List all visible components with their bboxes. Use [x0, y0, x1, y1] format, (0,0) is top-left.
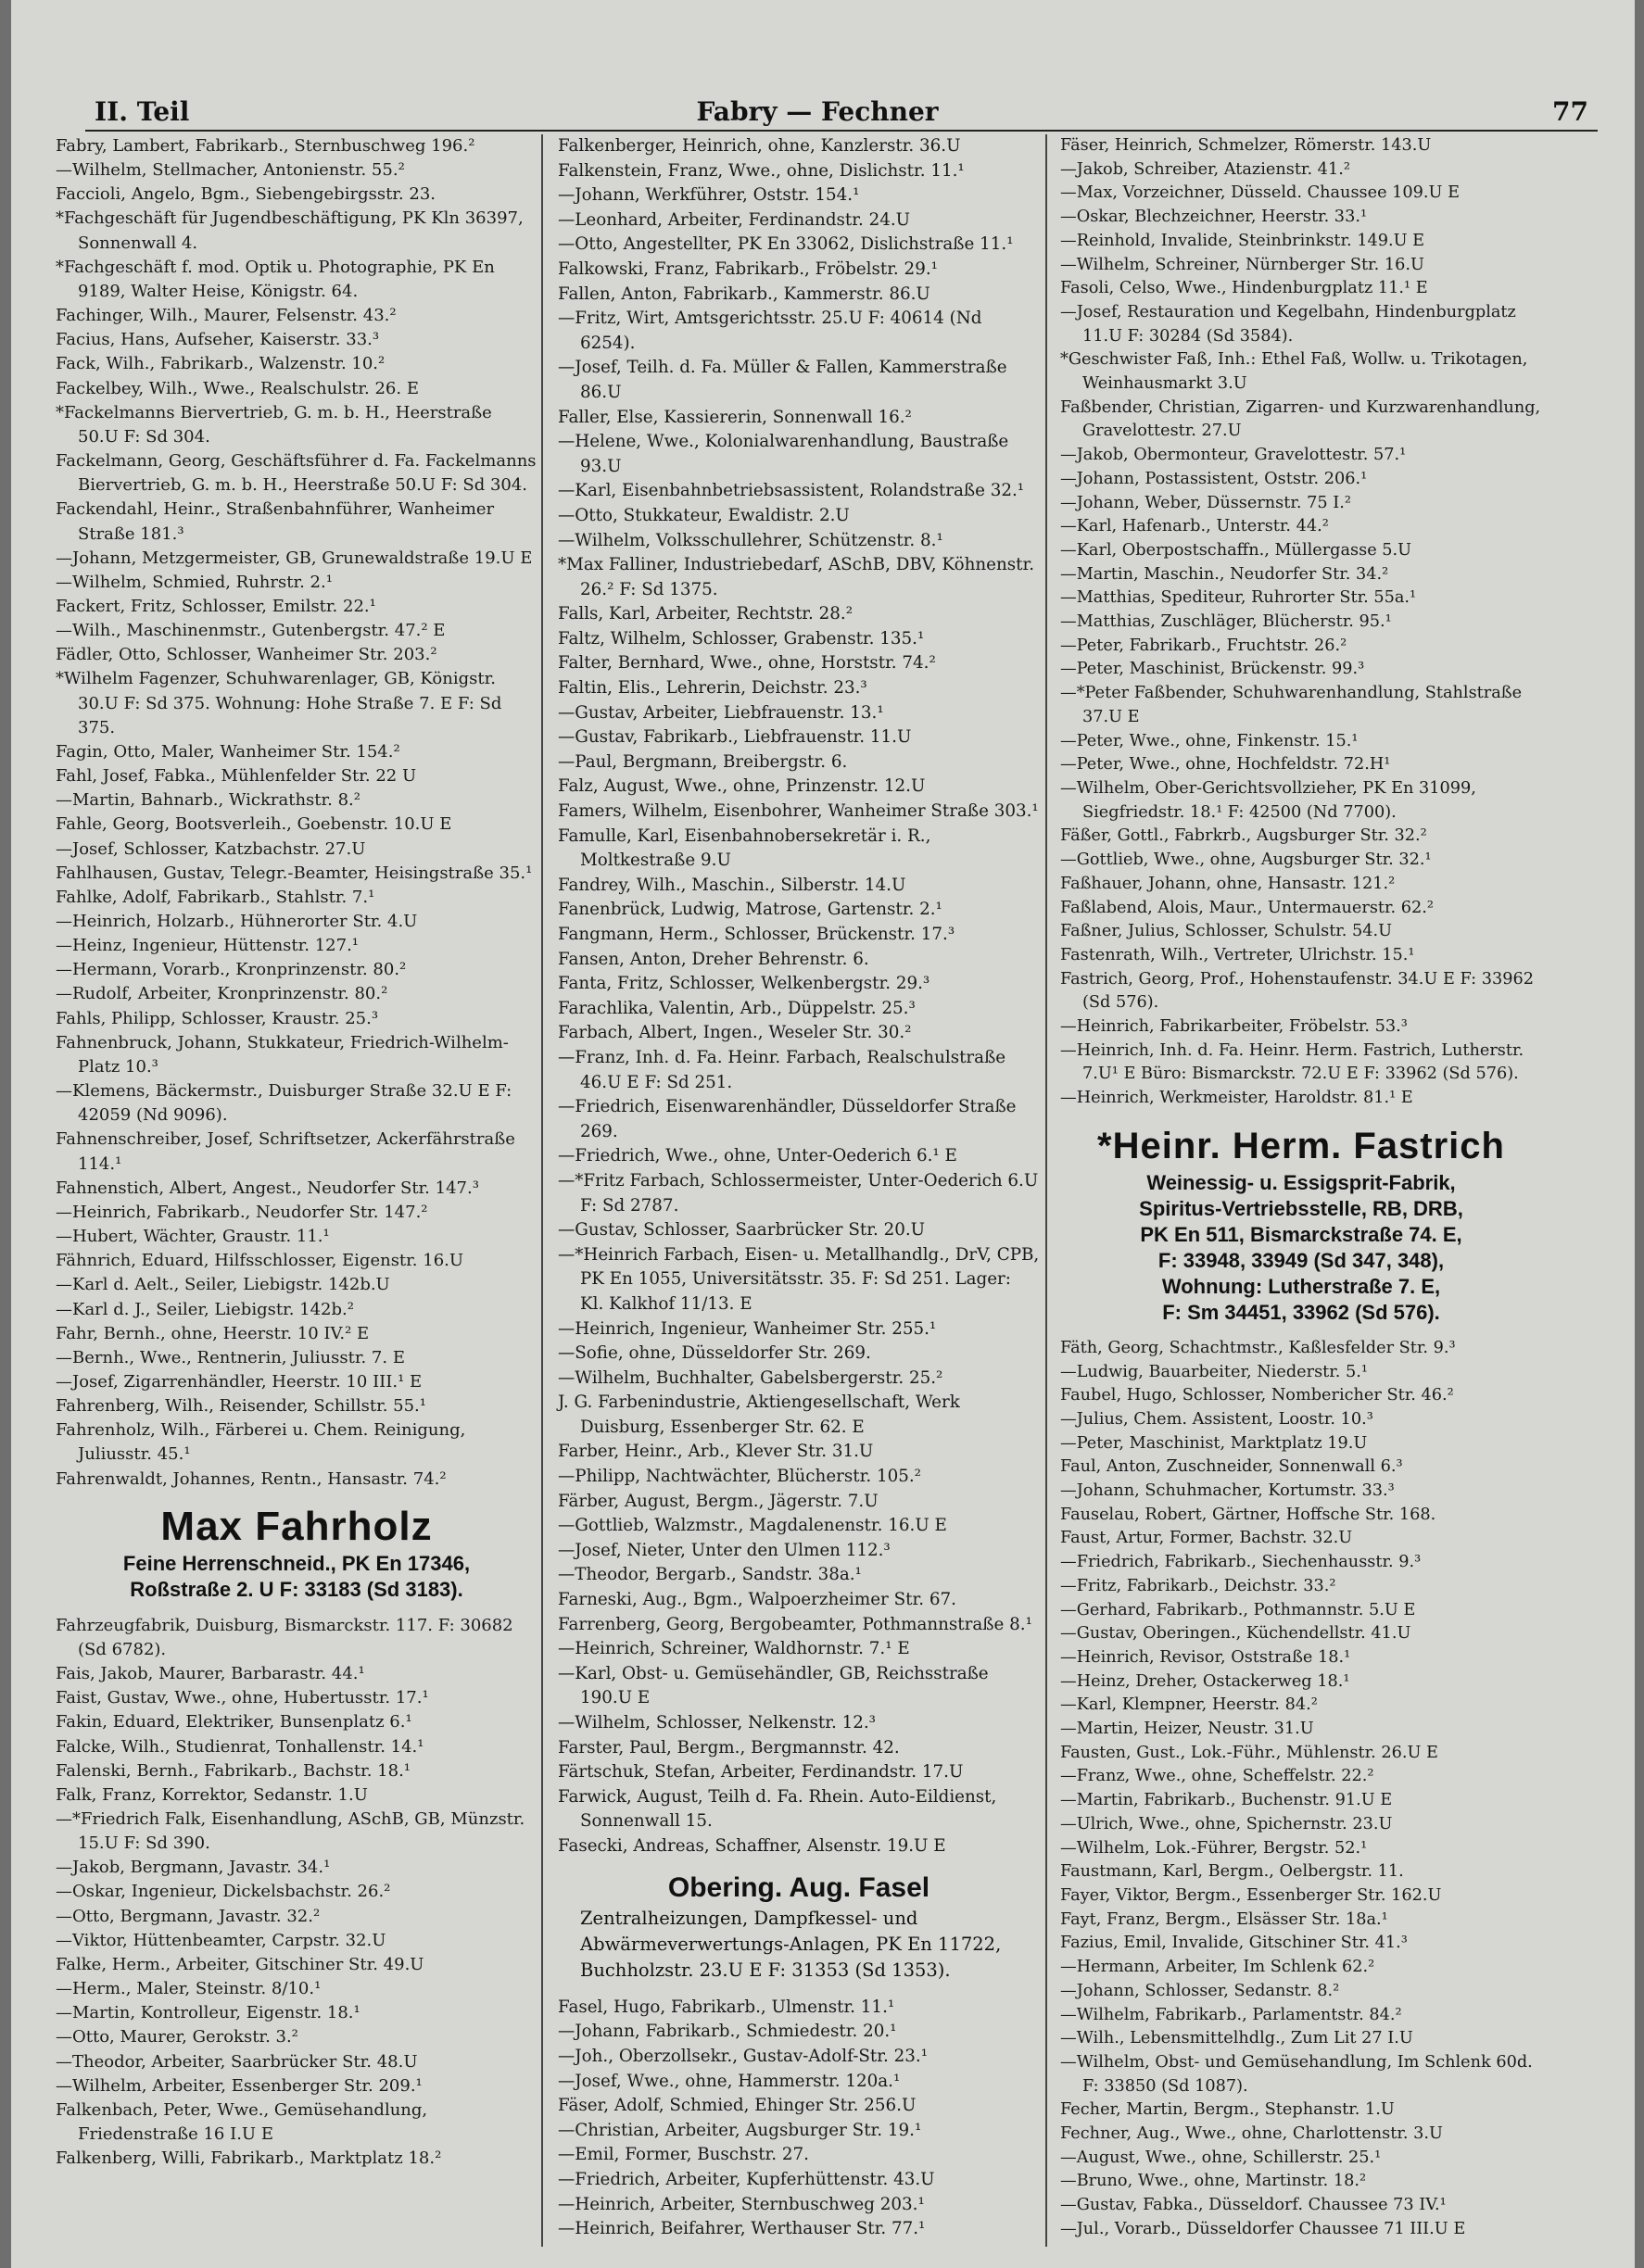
directory-entry: Farber, Heinr., Arb., Klever Str. 31.U	[558, 1442, 874, 1462]
directory-entry: —Gottlieb, Walzmstr., Magdalenenstr. 16.U E	[558, 1516, 947, 1536]
directory-entry: Fäßer, Gottl., Fabrkrb., Augsburger Str. 32.²	[1060, 826, 1427, 846]
directory-entry: —Oskar, Ingenieur, Dickelsbachstr. 26.²	[56, 1882, 391, 1902]
directory-entry: —Josef, Nieter, Unter den Ulmen 112.³	[558, 1540, 891, 1560]
directory-entry: Fecher, Martin, Bergm., Stephanstr. 1.U	[1060, 2100, 1395, 2120]
directory-entry: —Martin, Heizer, Neustr. 31.U	[1060, 1720, 1314, 1739]
directory-entry: Farachlika, Valentin, Arb., Düppelstr. 25.³	[558, 998, 916, 1018]
directory-entry: Fayt, Franz, Bergm., Elsässer Str. 18a.¹	[1060, 1909, 1388, 1929]
directory-entry: —Bruno, Wwe., ohne, Martinstr. 18.²	[1060, 2172, 1367, 2191]
directory-entry: Fanta, Fritz, Schlosser, Welkenbergstr. 29.³	[558, 974, 930, 994]
directory-entry: —Philipp, Nachtwächter, Blücherstr. 105.²	[558, 1467, 921, 1487]
directory-entry: —Heinz, Dreher, Ostackerweg 18.¹	[1060, 1671, 1350, 1691]
directory-entry: Fandrey, Wilh., Maschin., Silberstr. 14.U	[558, 875, 906, 895]
directory-entry: —Jul., Vorarb., Düsseldorfer Chaussee 71 III.U E	[1060, 2219, 1466, 2238]
directory-entry: Faltz, Wilhelm, Schlosser, Grabenstr. 135.¹	[558, 628, 925, 649]
directory-entry: Farster, Paul, Bergm., Bergmannstr. 42.	[558, 1737, 900, 1758]
directory-entry: —Karl d. J., Seiler, Liebigstr. 142b.²	[56, 1299, 354, 1319]
directory-entry: Farneski, Aug., Bgm., Walpoerzheimer Str. 67.	[558, 1590, 956, 1610]
directory-entry: —Wilhelm, Volksschullehrer, Schützenstr. 8.¹	[558, 530, 943, 550]
directory-entry: Falz, August, Wwe., ohne, Prinzenstr. 12.U	[558, 776, 926, 797]
directory-entry: —Otto, Bergmann, Javastr. 32.²	[56, 1906, 321, 1926]
directory-entry: Famers, Wilhelm, Eisenbohrer, Wanheimer Straße 303.¹	[558, 801, 1039, 822]
directory-entry: —Gottlieb, Wwe., ohne, Augsburger Str. 32.¹	[1060, 850, 1432, 870]
directory-entry: *Wilhelm Fagenzer, Schuhwarenlager, GB, Königstr. 30.U F: Sd 375. Wohnung: Hohe Straße 7. E F: Sd 375.	[56, 669, 508, 737]
directory-entry: —Johann, Werkführer, Oststr. 154.¹	[558, 185, 860, 206]
directory-entry: —Oskar, Blechzeichner, Heerstr. 33.¹	[1060, 208, 1368, 227]
directory-entry: —Jakob, Bergmann, Javastr. 34.¹	[56, 1858, 331, 1878]
directory-entry: Fagin, Otto, Maler, Wanheimer Str. 154.²	[56, 741, 400, 762]
directory-entry: —Reinhold, Invalide, Steinbrinkstr. 149.U E	[1060, 231, 1425, 250]
directory-entry: Fasoli, Celso, Wwe., Hindenburgplatz 11.¹ E	[1060, 279, 1428, 298]
directory-entry: Famulle, Karl, Eisenbahnobersekretär i. R., Moltkestraße 9.U	[558, 825, 937, 871]
column-1	[56, 134, 542, 2171]
directory-entry: —Johann, Postassistent, Oststr. 206.¹	[1060, 469, 1368, 488]
ad-max-fahrholz	[56, 1503, 537, 1603]
directory-entry: —*Heinrich Farbach, Eisen- u. Metallhandlg., DrV, CPB, PK En 1055, Universitätsstr. 35. F: Sd 251. Lager: Kl. Kalkhof 11/13. E	[558, 1244, 1045, 1314]
directory-entry: —Bernh., Wwe., Rentnerin, Juliusstr. 7. E	[56, 1347, 405, 1367]
part-label: II. Teil	[95, 96, 190, 127]
directory-entry: —Heinrich, Inh. d. Fa. Heinr. Herm. Fastrich, Lutherstr. 7.U¹ E Büro: Bismarckstr. 72.U E F: 33962 (Sd 576).	[1060, 1040, 1529, 1084]
directory-entry: Falke, Herm., Arbeiter, Gitschiner Str. 49.U	[56, 1954, 424, 1974]
directory-entry: —Heinrich, Arbeiter, Sternbuschweg 203.¹	[558, 2194, 925, 2214]
directory-entry: —Johann, Schuhmacher, Kortumstr. 33.³	[1060, 1481, 1395, 1501]
directory-entry: Falkenberg, Willi, Fabrikarb., Marktplatz 18.²	[56, 2148, 442, 2169]
directory-entry: Faßner, Julius, Schlosser, Schulstr. 54.U	[1060, 922, 1393, 941]
directory-entry: —Heinrich, Fabrikarbeiter, Fröbelstr. 53.³	[1060, 1017, 1408, 1037]
directory-entry: —Peter, Wwe., ohne, Finkenstr. 15.¹	[1060, 731, 1359, 750]
directory-entry: Färtschuk, Stefan, Arbeiter, Ferdinandstr. 17.U	[558, 1762, 964, 1783]
directory-entry: —Gustav, Fabrikarb., Liebfrauenstr. 11.U	[558, 727, 912, 748]
ad-title: *Heinr. Herm. Fastrich	[1097, 1125, 1505, 1166]
directory-entry: —Karl, Obst- u. Gemüsehändler, GB, Reichsstraße 190.U E	[558, 1663, 994, 1708]
directory-entry: Faust, Artur, Former, Bachstr. 32.U	[1060, 1529, 1353, 1548]
directory-entry: —Ulrich, Wwe., ohne, Spichernstr. 23.U	[1060, 1814, 1393, 1833]
directory-entry: —Gerhard, Fabrikarb., Pothmannstr. 5.U E	[1060, 1600, 1416, 1619]
directory-entry: —Peter, Wwe., ohne, Hochfeldstr. 72.H¹	[1060, 755, 1391, 775]
directory-entry: —Helene, Wwe., Kolonialwarenhandlung, Baustraße 93.U	[558, 432, 1015, 476]
directory-entry: —Heinrich, Ingenieur, Wanheimer Str. 255.¹	[558, 1318, 937, 1339]
directory-entry: —Franz, Wwe., ohne, Scheffelstr. 22.²	[1060, 1767, 1374, 1786]
directory-entry: Fechner, Aug., Wwe., ohne, Charlottenstr. 3.U	[1060, 2124, 1443, 2144]
directory-entry: J. G. Farbenindustrie, Aktiengesellschaft, Werk Duisburg, Essenberger Str. 62. E	[558, 1392, 966, 1437]
directory-entry: —Josef, Teilh. d. Fa. Müller & Fallen, Kammerstraße 86.U	[558, 358, 1013, 402]
directory-entry: —Wilhelm, Obst- und Gemüsehandlung, Im Schlenk 60d. F: 33850 (Sd 1087).	[1060, 2052, 1538, 2096]
directory-entry: Fauselau, Robert, Gärtner, Hoffsche Str. 168.	[1060, 1505, 1436, 1524]
column-divider	[1045, 134, 1047, 2247]
directory-entry: —Matthias, Zuschläger, Blücherstr. 95.¹	[1060, 612, 1392, 632]
directory-entry: —Martin, Fabrikarb., Buchenstr. 91.U E	[1060, 1791, 1393, 1810]
directory-entry: —Johann, Metzgermeister, GB, Grunewaldstraße 19.U E	[56, 548, 533, 568]
directory-entry: —Karl, Eisenbahnbetriebsassistent, Rolandstraße 32.¹	[558, 481, 1025, 501]
directory-entry: —Josef, Restauration und Kegelbahn, Hindenburgplatz 11.U F: 30284 (Sd 3584).	[1060, 302, 1522, 346]
directory-entry: Fackelbey, Wilh., Wwe., Realschulstr. 26. E	[56, 378, 419, 398]
directory-entry: —Klemens, Bäckermstr., Duisburger Straße 32.U E F: 42059 (Nd 9096).	[56, 1081, 517, 1126]
directory-entry: —Rudolf, Arbeiter, Kronprinzenstr. 80.²	[56, 984, 388, 1004]
directory-entry: —Martin, Kontrolleur, Eigenstr. 18.¹	[56, 2003, 360, 2023]
directory-entry: —Theodor, Bergarb., Sandstr. 38a.¹	[558, 1565, 862, 1585]
directory-entry: *Fackelmanns Biervertrieb, G. m. b. H., Heerstraße 50.U F: Sd 304.	[56, 402, 498, 447]
directory-entry: —Jakob, Schreiber, Atazienstr. 41.²	[1060, 159, 1350, 179]
directory-entry: —Matthias, Spediteur, Ruhrorter Str. 55a.¹	[1060, 588, 1417, 608]
directory-entry: Fahrenholz, Wilh., Färberei u. Chem. Reinigung, Juliusstr. 45.¹	[56, 1420, 472, 1465]
directory-entry: —Fritz, Wirt, Amtsgerichtsstr. 25.U F: 40614 (Nd 6254).	[558, 309, 988, 353]
directory-entry: Fasecki, Andreas, Schaffner, Alsenstr. 19.U E	[558, 1835, 946, 1856]
ad-title: Obering. Aug. Fasel	[667, 1871, 930, 1903]
directory-entry: —*Fritz Farbach, Schlossermeister, Unter-Oederich 6.U F: Sd 2787.	[558, 1170, 1044, 1216]
directory-entry: —Sofie, ohne, Düsseldorfer Str. 269.	[558, 1343, 871, 1364]
directory-entry: Fädler, Otto, Schlosser, Wanheimer Str. 203.²	[56, 645, 437, 665]
directory-entry: —Gustav, Arbeiter, Liebfrauenstr. 13.¹	[558, 702, 884, 723]
directory-entry: Fäth, Georg, Schachtmstr., Kaßlesfelder Str. 9.³	[1060, 1338, 1456, 1357]
directory-entry: —Gustav, Schlosser, Saarbrücker Str. 20.U	[558, 1220, 926, 1241]
directory-entry: —Heinz, Ingenieur, Hüttenstr. 127.¹	[56, 936, 360, 956]
directory-entry: Fabry, Lambert, Fabrikarb., Sternbuschweg 196.²	[56, 136, 475, 156]
directory-entry: —Josef, Zigarrenhändler, Heerstr. 10 III.¹ E	[56, 1371, 423, 1392]
directory-entry: —Leonhard, Arbeiter, Ferdinandstr. 24.U	[558, 209, 911, 230]
directory-entry: Falenski, Bernh., Fabrikarb., Bachstr. 18.¹	[56, 1760, 411, 1781]
directory-entry: —Johann, Fabrikarb., Schmiedestr. 20.¹	[558, 2022, 897, 2042]
directory-entry: Falk, Franz, Korrektor, Sedanstr. 1.U	[56, 1784, 368, 1805]
directory-entry: —Heinrich, Holzarb., Hühnerorter Str. 4.U	[56, 912, 418, 931]
directory-entry: Fahlke, Adolf, Fabrikarb., Stahlstr. 7.¹	[56, 887, 375, 907]
directory-entry: —Johann, Weber, Düssernstr. 75 I.²	[1060, 493, 1351, 512]
directory-entry: Faubel, Hugo, Schlosser, Nombericher Str. 46.²	[1060, 1386, 1454, 1405]
page-header	[85, 93, 1598, 132]
directory-entry: Fayer, Viktor, Bergm., Essenberger Str. 162.U	[1060, 1886, 1442, 1905]
column-3	[1060, 134, 1546, 2242]
directory-entry: Fackert, Fritz, Schlosser, Emilstr. 22.¹	[56, 596, 376, 616]
directory-entry: —Wilhelm, Buchhalter, Gabelsbergerstr. 25.²	[558, 1367, 943, 1388]
directory-entry: —Wilhelm, Schmied, Ruhrstr. 2.¹	[56, 572, 333, 592]
directory-entry: —*Peter Faßbender, Schuhwarenhandlung, Stahlstraße 37.U E	[1060, 684, 1527, 726]
directory-entry: Faßbender, Christian, Zigarren- und Kurzwarenhandlung, Gravelottestr. 27.U	[1060, 397, 1546, 441]
directory-entry: —Otto, Angestellter, PK En 33062, Dislichstraße 11.¹	[558, 234, 1014, 255]
directory-entry: Fahle, Georg, Bootsverleih., Goebenstr. 10.U E	[56, 814, 452, 835]
directory-entry: Fansen, Anton, Dreher Behrenstr. 6.	[558, 949, 869, 969]
directory-entry: —Peter, Maschinist, Brückenstr. 99.³	[1060, 660, 1365, 679]
directory-entry: —Hermann, Arbeiter, Im Schlenk 62.²	[1060, 1958, 1375, 1977]
directory-entry: Falkenberger, Heinrich, ohne, Kanzlerstr. 36.U	[558, 136, 961, 156]
directory-entry: —Wilh., Lebensmittelhdlg., Zum Lit 27 I.U	[1060, 2029, 1413, 2048]
directory-entry: —Wilh., Maschinenmstr., Gutenbergstr. 47.² E	[56, 621, 446, 641]
directory-entry: Faßhauer, Johann, ohne, Hansastr. 121.²	[1060, 874, 1396, 893]
directory-entry: —Karl, Hafenarb., Unterstr. 44.²	[1060, 517, 1329, 536]
directory-entry: —Heinrich, Werkmeister, Haroldstr. 81.¹ E	[1060, 1089, 1413, 1108]
directory-entry: Fackendahl, Heinr., Straßenbahnführer, Wanheimer Straße 181.³	[56, 499, 500, 544]
directory-entry: Farbach, Albert, Ingen., Weseler Str. 30.²	[558, 1023, 912, 1043]
directory-entry: —Karl, Klempner, Heerstr. 84.²	[1060, 1695, 1318, 1715]
directory-entry: —Johann, Schlosser, Sedanstr. 8.²	[1060, 1981, 1340, 2000]
directory-entry: —Heinrich, Revisor, Oststraße 18.¹	[1060, 1647, 1351, 1667]
directory-entry: Fahl, Josef, Fabka., Mühlenfelder Str. 22 U	[56, 766, 417, 787]
directory-entry: —Peter, Maschinist, Marktplatz 19.U	[1060, 1433, 1368, 1453]
directory-entry: Fahlhausen, Gustav, Telegr.-Beamter, Heisingstraße 35.¹	[56, 863, 533, 883]
directory-entry: Fahnenbruck, Johann, Stukkateur, Friedrich-Wilhelm-Platz 10.³	[56, 1032, 509, 1077]
directory-entry: —Heinrich, Beifahrer, Werthauser Str. 77.¹	[558, 2219, 926, 2239]
directory-entry: Fäser, Adolf, Schmied, Ehinger Str. 256.U	[558, 2096, 917, 2116]
directory-entry: —Hubert, Wächter, Graustr. 11.¹	[56, 1227, 330, 1247]
directory-entry: Faul, Anton, Zuschneider, Sonnenwall 6.³	[1060, 1457, 1403, 1477]
directory-entry: —Friedrich, Fabrikarb., Siechenhausstr. 9.³	[1060, 1553, 1422, 1572]
directory-page	[11, 0, 1635, 2268]
directory-entry: —Martin, Maschin., Neudorfer Str. 34.²	[1060, 564, 1389, 584]
directory-entry: —Ludwig, Bauarbeiter, Niederstr. 5.¹	[1060, 1362, 1368, 1381]
directory-entry: —Wilhelm, Fabrikarb., Parlamentstr. 84.²	[1060, 2005, 1402, 2024]
directory-entry: —Fritz, Fabrikarb., Deichstr. 33.²	[1060, 1576, 1336, 1595]
directory-entry: Fangmann, Herm., Schlosser, Brückenstr. 17.³	[558, 925, 955, 944]
ad-text: Zentralheizungen, Dampfkessel- und Abwärmeverwertungs-Anlagen, PK En 11722, Buchholzstr. 23.U E F: 31353 (Sd 1353).	[580, 1907, 1002, 1982]
ad-line: Feine Herrenschneid., PK En 17346,	[122, 1551, 471, 1575]
directory-entry: Fackelmann, Georg, Geschäftsführer d. Fa. Fackelmanns Biervertrieb, G. m. b. H., Heerstraße 50.U F: Sd 304.	[56, 451, 542, 496]
directory-entry: Fahrzeugfabrik, Duisburg, Bismarckstr. 117. F: 30682 (Sd 6782).	[56, 1615, 519, 1659]
directory-entry: —Julius, Chem. Assistent, Loostr. 10.³	[1060, 1409, 1373, 1429]
column-2	[558, 134, 1045, 2242]
directory-entry: —Josef, Wwe., ohne, Hammerstr. 120a.¹	[558, 2071, 901, 2091]
directory-entry: Falcke, Wilh., Studienrat, Tonhallenstr. 14.¹	[56, 1736, 424, 1757]
directory-entry: —Viktor, Hüttenbeamter, Carpstr. 32.U	[56, 1930, 386, 1950]
directory-entry: Fahrenberg, Wilh., Reisender, Schillstr. 55.¹	[56, 1396, 426, 1417]
ad-line: Roßstraße 2. U F: 33183 (Sd 3183).	[130, 1577, 463, 1601]
directory-entry: —Wilhelm, Schlosser, Nelkenstr. 12.³	[558, 1713, 876, 1732]
directory-entry: —Paul, Bergmann, Breibergstr. 6.	[558, 751, 848, 772]
directory-entry: Fähnrich, Eduard, Hilfsschlosser, Eigenstr. 16.U	[56, 1251, 464, 1271]
page-number: 77	[1552, 96, 1588, 127]
directory-entry: Fais, Jakob, Maurer, Barbarastr. 44.¹	[56, 1664, 365, 1684]
directory-entry: *Max Falliner, Industriebedarf, ASchB, DBV, Köhnenstr. 26.² F: Sd 1375.	[558, 555, 1040, 599]
name-range: Fabry — Fechner	[696, 96, 939, 127]
directory-entry: —Emil, Former, Buschstr. 27.	[558, 2145, 809, 2165]
directory-entry: —Martin, Bahnarb., Wickrathstr. 8.²	[56, 790, 360, 811]
directory-entry: *Fachgeschäft für Jugendbeschäftigung, PK Kln 36397, Sonnenwall 4.	[56, 208, 529, 253]
ad-text: Weinessig- u. Essigsprit-Fabrik, Spiritus-Vertriebsstelle, RB, DRB, PK En 511, Bismarckstraße 74. E, F: 33948, 33949 (Sd 347, 348), Wohnung: Lutherstraße 7. E, F: Sm 34451, 33962 (Sd 576).	[1139, 1170, 1463, 1324]
directory-entry: —Josef, Schlosser, Katzbachstr. 27.U	[56, 838, 366, 859]
directory-entry: —Max, Vorzeichner, Düsseld. Chaussee 109.U E	[1060, 183, 1460, 203]
directory-entry: Fäser, Heinrich, Schmelzer, Römerstr. 143.U	[1060, 136, 1432, 155]
directory-entry: Faist, Gustav, Wwe., ohne, Hubertusstr. 17.¹	[56, 1688, 429, 1708]
directory-entry: Färber, August, Bergm., Jägerstr. 7.U	[558, 1491, 879, 1511]
directory-entry: Faßlabend, Alois, Maur., Untermauerstr. 62.²	[1060, 898, 1434, 917]
directory-entry: *Fachgeschäft f. mod. Optik u. Photographie, PK En 9189, Walter Heise, Königstr. 64.	[56, 257, 500, 301]
directory-entry: Falkowski, Franz, Fabrikarb., Fröbelstr. 29.¹	[558, 258, 938, 279]
directory-entry: Fazius, Emil, Invalide, Gitschiner Str. 41.³	[1060, 1934, 1408, 1953]
directory-entry: —Friedrich, Arbeiter, Kupferhüttenstr. 43.U	[558, 2169, 935, 2189]
directory-entry: —Friedrich, Wwe., ohne, Unter-Oederich 6.¹ E	[558, 1146, 957, 1166]
directory-entry: Farwick, August, Teilh d. Fa. Rhein. Auto-Eildienst, Sonnenwall 15.	[558, 1786, 1003, 1832]
directory-entry: —Wilhelm, Schreiner, Nürnberger Str. 16.U	[1060, 255, 1424, 274]
directory-entry: —Christian, Arbeiter, Augsburger Str. 19.¹	[558, 2120, 922, 2140]
directory-entry: Faller, Else, Kassiererin, Sonnenwall 16.²	[558, 407, 912, 427]
directory-entry: —Otto, Maurer, Gerokstr. 3.²	[56, 2027, 298, 2048]
directory-entry: —Theodor, Arbeiter, Saarbrücker Str. 48.U	[56, 2051, 418, 2072]
directory-entry: Falls, Karl, Arbeiter, Rechtstr. 28.²	[558, 604, 854, 624]
directory-entry: Fack, Wilh., Fabrikarb., Walzenstr. 10.²	[56, 354, 386, 374]
directory-entry: —Herm., Maler, Steinstr. 8/10.¹	[56, 1979, 322, 1999]
directory-entry: —Gustav, Fabka., Düsseldorf. Chaussee 73 IV.¹	[1060, 2196, 1447, 2215]
directory-entry: Fallen, Anton, Fabrikarb., Kammerstr. 86.U	[558, 284, 930, 304]
ad-title: Max Fahrholz	[160, 1503, 433, 1549]
directory-entry: —Jakob, Obermonteur, Gravelottestr. 57.¹	[1060, 446, 1407, 465]
directory-entry: Falter, Bernhard, Wwe., ohne, Horststr. 74.²	[558, 653, 936, 674]
directory-entry: —Heinrich, Schreiner, Waldhornstr. 7.¹ E	[558, 1639, 910, 1659]
directory-entry: —Wilhelm, Ober-Gerichtsvollzieher, PK En 31099, Siegfriedstr. 18.¹ F: 42500 (Nd 7700).	[1060, 778, 1482, 822]
directory-entry: Fahr, Bernh., ohne, Heerstr. 10 IV.² E	[56, 1323, 370, 1343]
directory-entry: Falkenbach, Peter, Wwe., Gemüsehandlung, Friedenstraße 16 I.U E	[56, 2099, 433, 2145]
directory-entry: —Wilhelm, Arbeiter, Essenberger Str. 209.¹	[56, 2075, 423, 2096]
directory-entry: —Gustav, Oberingen., Küchendellstr. 41.U	[1060, 1624, 1411, 1644]
directory-entry: —Joh., Oberzollsekr., Gustav-Adolf-Str. 23.¹	[558, 2046, 929, 2066]
directory-entry: Faccioli, Angelo, Bgm., Siebengebirgsstr. 23.	[56, 184, 436, 205]
directory-entry: Fachinger, Wilh., Maurer, Felsenstr. 43.²	[56, 306, 397, 326]
ad-aug-fasel	[558, 1871, 1040, 1984]
directory-entry: —*Friedrich Falk, Eisenhandlung, ASchB, GB, Münzstr. 15.U F: Sd 390.	[56, 1809, 530, 1854]
directory-entry: Faustmann, Karl, Bergm., Oelbergstr. 11.	[1060, 1862, 1404, 1882]
ad-fastrich	[1060, 1122, 1542, 1326]
directory-entry: Fahnenstich, Albert, Angest., Neudorfer Str. 147.³	[56, 1178, 479, 1198]
directory-entry: Faltin, Elis., Lehrerin, Deichstr. 23.³	[558, 678, 867, 699]
directory-entry: Fahnenschreiber, Josef, Schriftsetzer, Ackerfährstraße 114.¹	[56, 1129, 521, 1174]
column-divider	[541, 134, 543, 2247]
directory-entry: Fasel, Hugo, Fabrikarb., Ulmenstr. 11.¹	[558, 1997, 895, 2017]
directory-entry: —Wilhelm, Stellmacher, Antonienstr. 55.²	[56, 160, 405, 181]
directory-entry: Fastenrath, Wilh., Vertreter, Ulrichstr. 15.¹	[1060, 945, 1415, 964]
directory-entry: *Geschwister Faß, Inh.: Ethel Faß, Wollw. u. Trikotagen, Weinhausmarkt 3.U	[1060, 350, 1534, 394]
directory-entry: —August, Wwe., ohne, Schillerstr. 25.¹	[1060, 2148, 1382, 2167]
directory-entry: Farrenberg, Georg, Bergobeamter, Pothmannstraße 8.¹	[558, 1614, 1032, 1634]
directory-entry: Fakin, Eduard, Elektriker, Bunsenplatz 6.¹	[56, 1712, 412, 1732]
directory-entry: —Karl, Oberpostschaffn., Müllergasse 5.U	[1060, 540, 1412, 560]
directory-entry: —Heinrich, Fabrikarb., Neudorfer Str. 147.²	[56, 1202, 428, 1222]
directory-entry: Facius, Hans, Aufseher, Kaiserstr. 33.³	[56, 330, 380, 350]
directory-entry: Fahls, Philipp, Schlosser, Kraustr. 25.³	[56, 1008, 379, 1028]
directory-entry: —Franz, Inh. d. Fa. Heinr. Farbach, Realschulstraße 46.U E F: Sd 251.	[558, 1047, 1011, 1092]
directory-entry: —Otto, Stukkateur, Ewaldistr. 2.U	[558, 505, 850, 525]
directory-entry: Fahrenwaldt, Johannes, Rentn., Hansastr. 74.²	[56, 1468, 447, 1489]
directory-entry: Fausten, Gust., Lok.-Führ., Mühlenstr. 26.U E	[1060, 1743, 1438, 1762]
directory-entry: —Peter, Fabrikarb., Fruchtstr. 26.²	[1060, 636, 1347, 655]
directory-entry: Fanenbrück, Ludwig, Matrose, Gartenstr. 2.¹	[558, 900, 942, 920]
directory-entry: —Hermann, Vorarb., Kronprinzenstr. 80.²	[56, 960, 407, 980]
directory-entry: Falkenstein, Franz, Wwe., ohne, Dislichstr. 11.¹	[558, 160, 965, 181]
directory-entry: —Karl d. Aelt., Seiler, Liebigstr. 142b.U	[56, 1275, 390, 1295]
directory-entry: —Friedrich, Eisenwarenhändler, Düsseldorfer Straße 269.	[558, 1097, 1022, 1141]
directory-entry: —Wilhelm, Lok.-Führer, Bergstr. 52.¹	[1060, 1838, 1368, 1858]
directory-entry: Fastrich, Georg, Prof., Hohenstaufenstr. 34.U E F: 33962 (Sd 576).	[1060, 969, 1539, 1013]
